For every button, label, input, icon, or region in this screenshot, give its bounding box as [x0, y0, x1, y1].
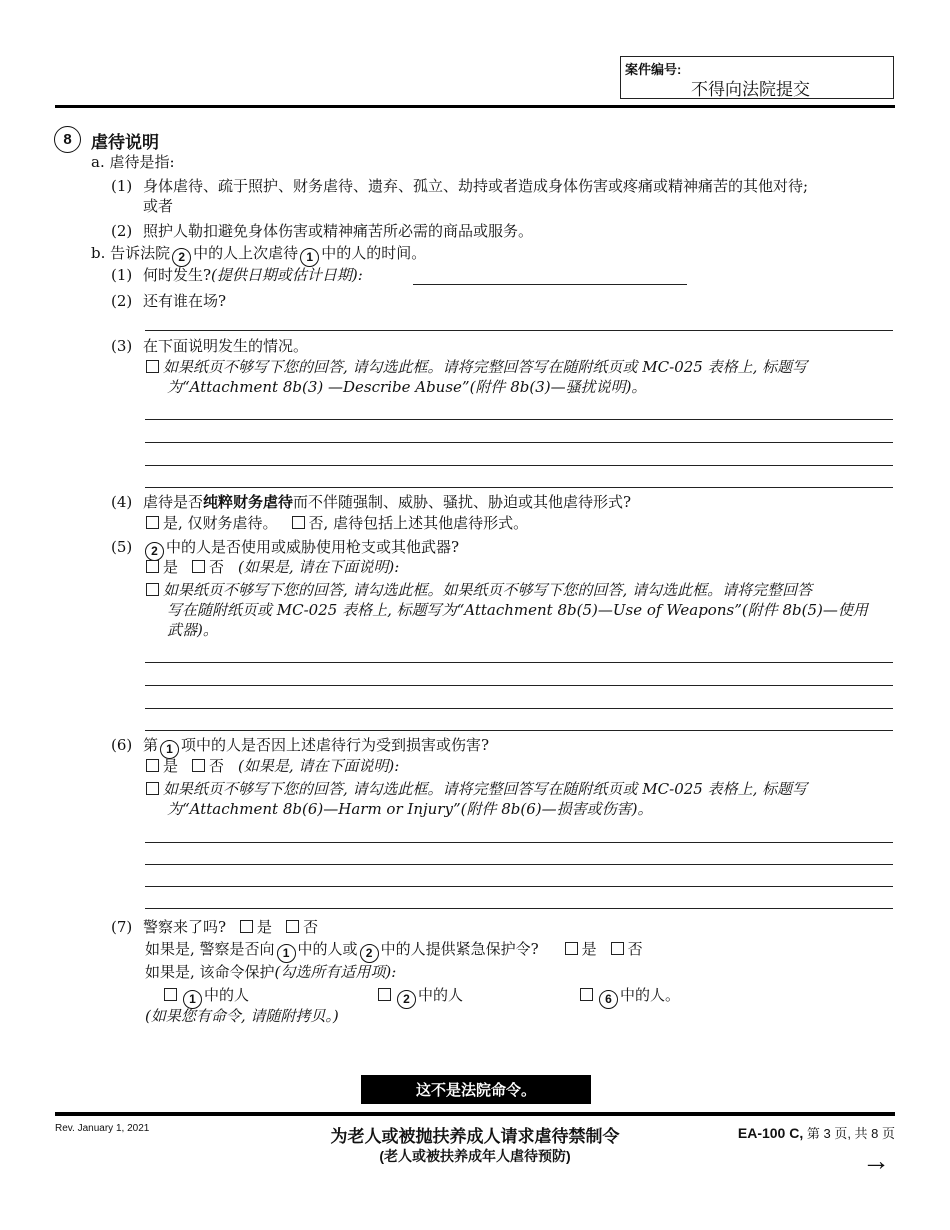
- item-b: [91, 243, 426, 267]
- q7-opt3: [580, 985, 680, 1009]
- q3-answer-line-4[interactable]: [145, 487, 893, 488]
- q6-answer-line-2[interactable]: [145, 864, 893, 865]
- q6-attach-line2: 为“Attachment 8b(6)—Harm or Injury”(附件 8b(6)—损害或伤害)。: [167, 800, 653, 818]
- q5-no-label: 否: [209, 558, 225, 576]
- q3-answer-line-2[interactable]: [145, 442, 893, 443]
- q5-answer-line-1[interactable]: [145, 662, 893, 663]
- q7-epo-yes-label: 是: [581, 940, 597, 958]
- q1-date-input-line[interactable]: [413, 284, 687, 285]
- item-a-label: a.: [91, 153, 105, 171]
- q4-num: (4): [111, 493, 133, 511]
- q5-options: [146, 557, 399, 577]
- q2-text: 还有谁在场?: [143, 292, 227, 310]
- q4-no-label: 否, 虐待包括上述其他虐待形式。: [308, 514, 529, 532]
- q7-yes-label: 是: [257, 918, 273, 936]
- item-a1-line1: 身体虐待、疏于照护、财务虐待、遗弃、孤立、劫持或者造成身体伤害或疼痛或精神痛苦的其他对待;: [143, 177, 809, 195]
- q7-protect-person-2-checkbox[interactable]: [378, 988, 391, 1001]
- q7-protect-person-1-checkbox[interactable]: [164, 988, 177, 1001]
- item-a1-line2: 或者: [143, 197, 174, 215]
- q5-attach-checkbox[interactable]: [146, 583, 159, 596]
- q4-no-checkbox[interactable]: [292, 516, 305, 529]
- q7-epo-no-checkbox[interactable]: [611, 942, 624, 955]
- item-a1-num: (1): [111, 177, 133, 195]
- q7-opt3-circle: 6: [599, 990, 618, 1009]
- form-id: EA-100 C,: [737, 1125, 804, 1141]
- q5-no-checkbox[interactable]: [192, 560, 205, 573]
- q6-attach-checkbox[interactable]: [146, 782, 159, 795]
- person-1-circle: 1: [300, 248, 319, 267]
- q3-attach: [146, 357, 807, 377]
- item-a2-text: 照护人勒扣避免身体伤害或精神痛苦所必需的商品或服务。: [143, 222, 534, 240]
- item-b-text-mid: 中的人上次虐待: [193, 244, 299, 262]
- case-number-label: 案件编号:: [625, 62, 682, 77]
- person-2-circle: 2: [172, 248, 191, 267]
- q5-yes-label: 是: [163, 558, 179, 576]
- q6-no-checkbox[interactable]: [192, 759, 205, 772]
- q3-attach-line1: 如果纸页不够写下您的回答, 请勾选此框。请将完整回答写在随附纸页或 MC-025 表格上, 标题写: [163, 358, 808, 376]
- q7-protect-person-6-checkbox[interactable]: [580, 988, 593, 1001]
- item-a-text: 虐待是指:: [109, 153, 175, 171]
- q6-yes-label: 是: [163, 757, 179, 775]
- q5-num: (5): [111, 538, 133, 556]
- q7-l2-mid: 中的人或: [297, 940, 358, 958]
- q2-input-line[interactable]: [145, 330, 893, 331]
- q5-answer-line-3[interactable]: [145, 708, 893, 709]
- q1-num: (1): [111, 266, 133, 284]
- q4-yes-checkbox[interactable]: [146, 516, 159, 529]
- q5-hint: (如果是, 请在下面说明):: [238, 558, 400, 576]
- section-title: 虐待说明: [91, 133, 159, 152]
- q4-bold: 纯粹财务虐待: [203, 493, 294, 511]
- not-court-order-notice: 这不是法院命令。: [361, 1075, 591, 1104]
- q5-attach-line3: 武器)。: [167, 621, 218, 639]
- q3-attach-line2: 为“Attachment 8b(3) —Describe Abuse”(附件 8b(3)—骚扰说明)。: [167, 378, 647, 396]
- q5-answer-line-4[interactable]: [145, 730, 893, 731]
- q1-text: 何时发生?: [143, 266, 212, 284]
- form-subtitle: (老人或被扶养成年人虐待预防): [379, 1148, 571, 1164]
- q7-line3: [145, 962, 396, 982]
- q7-l3-hint: (勾选所有适用项):: [274, 963, 397, 981]
- q7-opt1-text: 中的人: [204, 986, 250, 1004]
- item-a: [91, 152, 175, 172]
- q6-attach-line1: 如果纸页不够写下您的回答, 请勾选此框。请将完整回答写在随附纸页或 MC-025 表格上, 标题写: [163, 780, 808, 798]
- q5-attach-line1: 如果纸页不够写下您的回答, 请勾选此框。如果纸页不够写下您的回答, 请勾选此框。请将完整回答: [163, 581, 813, 599]
- q4-yes-label: 是, 仅财务虐待。: [163, 514, 278, 532]
- item-b-text-pre: 告诉法院: [110, 244, 171, 262]
- q7-opt1: [164, 985, 249, 1009]
- q3-answer-line-1[interactable]: [145, 419, 893, 420]
- q7-opt2-text: 中的人: [418, 986, 464, 1004]
- q7-epo-yes-checkbox[interactable]: [565, 942, 578, 955]
- q4: [143, 492, 631, 512]
- q5-text: 中的人是否使用或威胁使用枪支或其他武器?: [166, 538, 460, 556]
- q4-options: [146, 513, 528, 533]
- q7: [143, 917, 318, 937]
- q6-yes-checkbox[interactable]: [146, 759, 159, 772]
- q6-num: (6): [111, 736, 133, 754]
- q7-note: (如果您有命令, 请随附拷贝。): [145, 1007, 339, 1025]
- item-b-text-post: 中的人的时间。: [321, 244, 427, 262]
- q6-hint: (如果是, 请在下面说明):: [238, 757, 400, 775]
- next-page-arrow-icon[interactable]: →: [862, 1145, 890, 1176]
- q7-text: 警察来了吗?: [143, 918, 227, 936]
- q7-l2-person-2-circle: 2: [360, 944, 379, 963]
- q7-opt1-circle: 1: [183, 990, 202, 1009]
- q6-answer-line-3[interactable]: [145, 886, 893, 887]
- q7-opt2-circle: 2: [397, 990, 416, 1009]
- q4-post: 而不伴随强制、威胁、骚扰、胁迫或其他虐待形式?: [293, 493, 632, 511]
- q6-text: 项中的人是否因上述虐待行为受到损害或伤害?: [181, 736, 490, 754]
- footer-rule: [55, 1112, 895, 1116]
- item-b-label: b.: [91, 244, 106, 262]
- q5-attach-line2: 写在随附纸页或 MC-025 表格上, 标题写为“Attachment 8b(5)—Use of Weapons”(附件 8b(5)—使用: [167, 601, 868, 619]
- q3-text: 在下面说明发生的情况。: [143, 337, 309, 355]
- q7-num: (7): [111, 918, 133, 936]
- header-rule: [55, 105, 895, 108]
- q1-hint: (提供日期或估计日期):: [211, 266, 363, 284]
- case-number-box: [620, 56, 894, 99]
- q7-opt3-text: 中的人。: [620, 986, 681, 1004]
- section-number-circle: 8: [54, 126, 81, 153]
- q7-line2: [145, 939, 643, 963]
- revision-date: Rev. January 1, 2021: [55, 1123, 150, 1134]
- q7-epo-no-label: 否: [627, 940, 643, 958]
- q6-answer-line-1[interactable]: [145, 842, 893, 843]
- page-info: 第 3 页, 共 8 页: [806, 1126, 895, 1141]
- q7-opt2: [378, 985, 463, 1009]
- q6-answer-line-4[interactable]: [145, 908, 893, 909]
- q6-options: [146, 756, 399, 776]
- item-a2-num: (2): [111, 222, 133, 240]
- q2-num: (2): [111, 292, 133, 310]
- q7-l2-post: 中的人提供紧急保护令?: [380, 940, 539, 958]
- q7-yes-checkbox[interactable]: [240, 920, 253, 933]
- q7-l2-pre: 如果是, 警察是否向: [145, 940, 275, 958]
- q1: [143, 265, 363, 285]
- form-title: 为老人或被抛扶养成人请求虐待禁制令: [330, 1127, 620, 1146]
- q4-pre: 虐待是否: [143, 493, 204, 511]
- q6-no-label: 否: [209, 757, 225, 775]
- q6-pre: 第: [143, 736, 159, 754]
- q5-yes-checkbox[interactable]: [146, 560, 159, 573]
- q5-answer-line-2[interactable]: [145, 685, 893, 686]
- form-id-page: [660, 1123, 895, 1142]
- q6-attach: [146, 779, 807, 799]
- q3-num: (3): [111, 337, 133, 355]
- q7-l2-person-1-circle: 1: [277, 944, 296, 963]
- q6: [143, 735, 489, 759]
- q3-attach-checkbox[interactable]: [146, 360, 159, 373]
- q3-answer-line-3[interactable]: [145, 465, 893, 466]
- q7-no-label: 否: [303, 918, 319, 936]
- q5-person-2-circle: 2: [145, 542, 164, 561]
- q6-person-1-circle: 1: [160, 740, 179, 759]
- case-number-value: 不得向法院提交: [691, 80, 810, 99]
- q7-no-checkbox[interactable]: [286, 920, 299, 933]
- q5-attach: [146, 580, 812, 600]
- q7-l3-pre: 如果是, 该命令保护: [145, 963, 275, 981]
